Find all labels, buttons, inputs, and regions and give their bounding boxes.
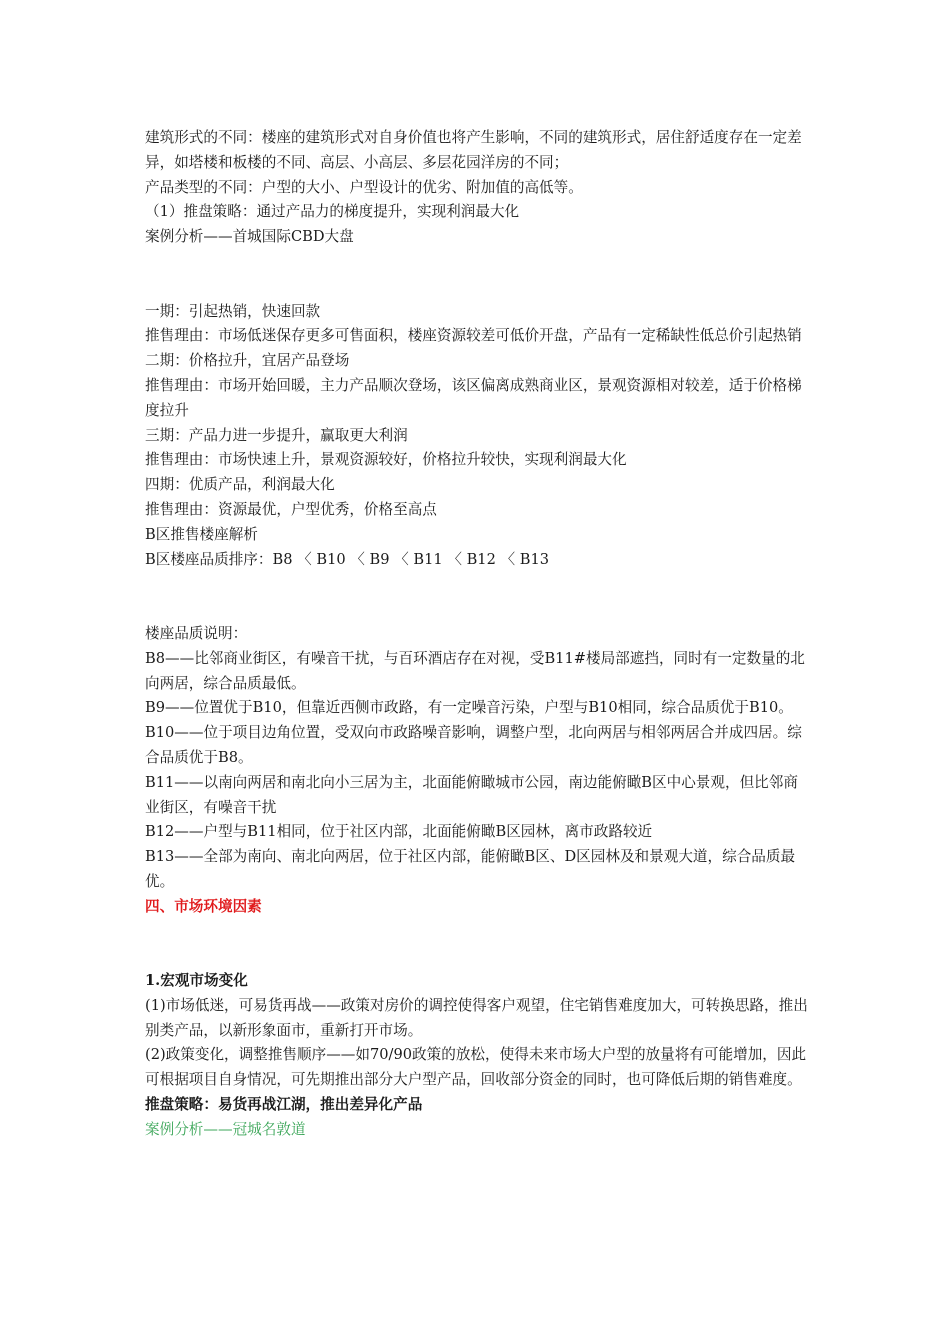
paragraph-quality-intro: 楼座品质说明： [145,624,248,642]
paragraph-b9: B9——位置优于B10，但靠近西侧市政路，有一定噪音污染，户型与B10相同，综合品质优于B10。 [145,699,793,717]
paragraph-phase-3-reason: 推售理由：市场快速上升，景观资源较好，价格拉升较快，实现利润最大化 [145,451,627,469]
paragraph-b13: B13——全部为南向、南北向两居，位于社区内部，能俯瞰B区、D区园林及和景观大道，综合品质最优。 [145,848,796,890]
paragraph-b10: B10——位于项目边角位置，受双向市政路噪音影响，调整户型，北向两居与相邻两居合并成四居。综合品质优于B8。 [145,724,802,766]
paragraph-policy-change: (2)政策变化，调整推售顺序——如70/90政策的放松，使得未来市场大户型的放量将有可能增加，因此可根据项目自身情况，可先期推出部分大户型产品，回收部分资金的同时，也可降低后期的销售难度。 [145,1046,807,1089]
paragraph-phase-1-reason: 推售理由：市场低迷保存更多可售面积，楼座资源较差可低价开盘，产品有一定稀缺性低总价引起热销 [145,327,802,345]
paragraph-case-guancheng: 案例分析——冠城名敦道 [145,1120,306,1138]
paragraph-phase-4-reason: 推售理由：资源最优，户型优秀，价格至高点 [145,500,437,518]
paragraph-phase-2-reason: 推售理由：市场开始回暖，主力产品顺次登场，该区偏离成熟商业区，景观资源相对较差，适于价格梯度拉升 [145,376,802,419]
paragraph-building-form: 建筑形式的不同：楼座的建筑形式对自身价值也将产生影响，不同的建筑形式，居住舒适度存在一定差异，如塔楼和板楼的不同、高层、小高层、多层花园洋房的不同； [145,129,802,171]
paragraph-case-shoucheng: 案例分析——首城国际CBD大盘 [145,228,354,246]
paragraph-b-zone-analysis: B区推售楼座解析 [145,525,258,543]
spacer [145,920,811,970]
paragraph-market-down: (1)市场低迷，可易货再战——政策对房价的调控使得客户观望，住宅销售难度加大，可转换思路，推出别类产品，以新形象面市，重新打开市场。 [145,996,808,1039]
paragraph-phase-2: 二期：价格拉升，宜居产品登场 [145,352,350,370]
paragraph-b8: B8——比邻商业街区，有噪音干扰，与百环酒店存在对视，受B11#楼局部遮挡，同时有一定数量的北向两居，综合品质最低。 [145,649,805,692]
document-body [145,126,811,1143]
section-heading-market-env: 四、市场环境因素 [145,897,262,915]
spacer [145,250,811,300]
paragraph-b-zone-ranking: B区楼座品质排序：B8 〈 B10 〈 B9 〈 B11 〈 B12 〈 B13 [145,550,550,568]
paragraph-phase-1: 一期：引起热销，快速回款 [145,302,321,320]
paragraph-b12: B12——户型与B11相同，位于社区内部，北面能俯瞰B区园林，离市政路较近 [145,823,653,841]
paragraph-strategy-1: （1）推盘策略：通过产品力的梯度提升，实现利润最大化 [145,203,520,221]
paragraph-strategy-2: 推盘策略：易货再战江湖，推出差异化产品 [145,1096,423,1114]
paragraph-product-type: 产品类型的不同：户型的大小、户型设计的优劣、附加值的高低等。 [145,178,583,196]
spacer [145,572,811,622]
paragraph-phase-4: 四期：优质产品，利润最大化 [145,476,335,494]
subheading-macro-market: 1.宏观市场变化 [145,972,248,990]
paragraph-phase-3: 三期：产品力进一步提升，赢取更大利润 [145,426,408,444]
paragraph-b11: B11——以南向两居和南北向小三居为主，北面能俯瞰城市公园，南边能俯瞰B区中心景观，但比邻商业街区，有噪音干扰 [145,773,798,816]
